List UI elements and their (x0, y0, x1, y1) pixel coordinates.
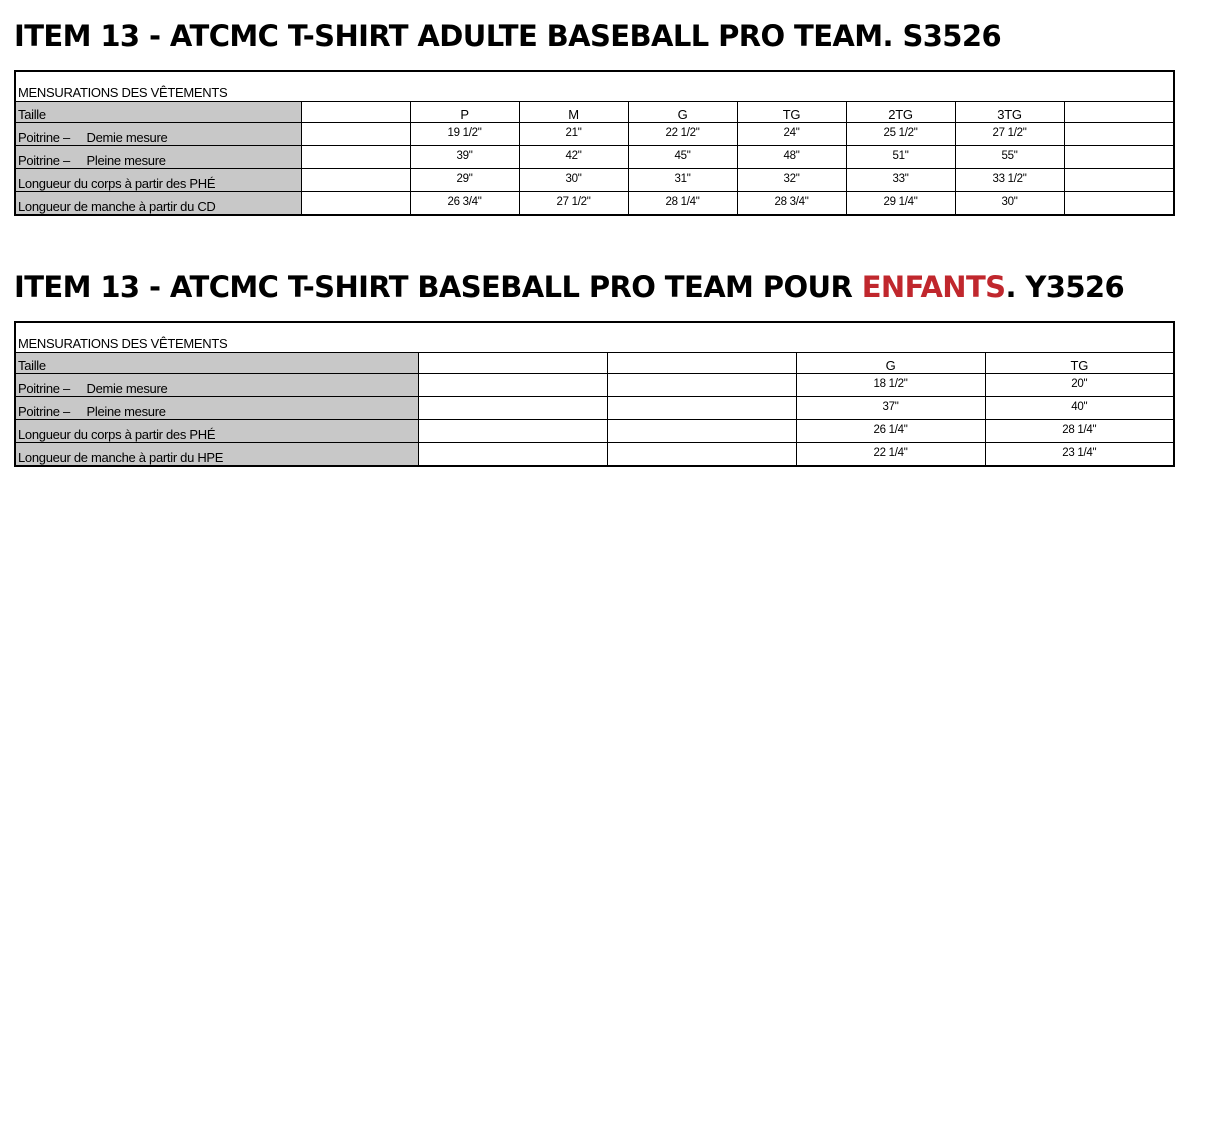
measure-cell (418, 374, 607, 397)
row-label: Longueur du corps à partir des PHÉ (15, 169, 301, 192)
adult-size-col: 2TG (846, 102, 955, 123)
measure-cell: 33" (846, 169, 955, 192)
kids-section-title (14, 270, 1125, 304)
kids-title-suffix: . Y3526 (1005, 270, 1125, 304)
adult-size-col (301, 102, 410, 123)
measure-cell (1064, 192, 1174, 216)
measure-cell: 33 1/2" (955, 169, 1064, 192)
measure-cell: 29" (410, 169, 519, 192)
measure-cell: 42" (519, 146, 628, 169)
measure-cell: 39" (410, 146, 519, 169)
measure-cell: 21" (519, 123, 628, 146)
measure-cell: 31" (628, 169, 737, 192)
table-row (15, 397, 1174, 420)
measure-cell: 55" (955, 146, 1064, 169)
table-row (15, 146, 1174, 169)
measure-cell: 27 1/2" (519, 192, 628, 216)
kids-title-text: ITEM 13 - ATCMC T-SHIRT BASEBALL PRO TEAM POUR (14, 270, 862, 304)
row-label: Longueur de manche à partir du HPE (15, 443, 418, 467)
measure-cell: 45" (628, 146, 737, 169)
adult-size-col (1064, 102, 1174, 123)
measure-cell (301, 123, 410, 146)
measure-cell: 23 1/4" (985, 443, 1174, 467)
kids-size-col (607, 353, 796, 374)
measure-cell: 26 3/4" (410, 192, 519, 216)
row-label: Poitrine – Pleine mesure (15, 397, 418, 420)
row-label: Poitrine – Demie mesure (15, 374, 418, 397)
kids-size-col: TG (985, 353, 1174, 374)
kids-size-col: G (796, 353, 985, 374)
measure-cell: 24" (737, 123, 846, 146)
measure-cell: 28 3/4" (737, 192, 846, 216)
adult-size-table (14, 70, 1175, 216)
table-row (15, 374, 1174, 397)
measure-cell: 18 1/2" (796, 374, 985, 397)
measure-cell: 22 1/4" (796, 443, 985, 467)
measure-cell: 22 1/2" (628, 123, 737, 146)
measure-cell (418, 397, 607, 420)
adult-title-text: ITEM 13 - ATCMC T-SHIRT ADULTE BASEBALL PRO TEAM. S3526 (14, 19, 1002, 53)
measure-cell: 30" (519, 169, 628, 192)
measure-cell (418, 443, 607, 467)
adult-size-header: Taille (15, 102, 301, 123)
measure-cell (1064, 169, 1174, 192)
row-label: Poitrine – Pleine mesure (15, 146, 301, 169)
measure-cell: 26 1/4" (796, 420, 985, 443)
kids-table-caption: MENSURATIONS DES VÊTEMENTS (15, 322, 1174, 353)
row-label: Longueur de manche à partir du CD (15, 192, 301, 216)
measure-cell: 25 1/2" (846, 123, 955, 146)
measure-cell (301, 192, 410, 216)
kids-size-header: Taille (15, 353, 418, 374)
table-row (15, 420, 1174, 443)
adult-size-col: P (410, 102, 519, 123)
adult-section-title (14, 19, 1002, 53)
kids-title-accent: ENFANTS (861, 270, 1006, 304)
measure-cell (301, 169, 410, 192)
adult-size-col: TG (737, 102, 846, 123)
measure-cell (418, 420, 607, 443)
measure-cell: 30" (955, 192, 1064, 216)
adult-size-col: M (519, 102, 628, 123)
adult-size-col: G (628, 102, 737, 123)
measure-cell: 51" (846, 146, 955, 169)
measure-cell (607, 443, 796, 467)
kids-size-table (14, 321, 1175, 467)
row-label: Poitrine – Demie mesure (15, 123, 301, 146)
measure-cell: 19 1/2" (410, 123, 519, 146)
measure-cell: 28 1/4" (628, 192, 737, 216)
measure-cell: 37" (796, 397, 985, 420)
row-label: Longueur du corps à partir des PHÉ (15, 420, 418, 443)
measure-cell: 40" (985, 397, 1174, 420)
measure-cell (301, 146, 410, 169)
table-row (15, 192, 1174, 216)
measure-cell (607, 397, 796, 420)
table-row (15, 443, 1174, 467)
measure-cell: 48" (737, 146, 846, 169)
measure-cell: 27 1/2" (955, 123, 1064, 146)
measure-cell (1064, 146, 1174, 169)
measure-cell (607, 374, 796, 397)
measure-cell (607, 420, 796, 443)
table-row (15, 123, 1174, 146)
measure-cell: 32" (737, 169, 846, 192)
measure-cell: 28 1/4" (985, 420, 1174, 443)
kids-size-col (418, 353, 607, 374)
measure-cell: 29 1/4" (846, 192, 955, 216)
table-row (15, 169, 1174, 192)
measure-cell (1064, 123, 1174, 146)
measure-cell: 20" (985, 374, 1174, 397)
adult-table-caption: MENSURATIONS DES VÊTEMENTS (15, 71, 1174, 102)
adult-size-col: 3TG (955, 102, 1064, 123)
